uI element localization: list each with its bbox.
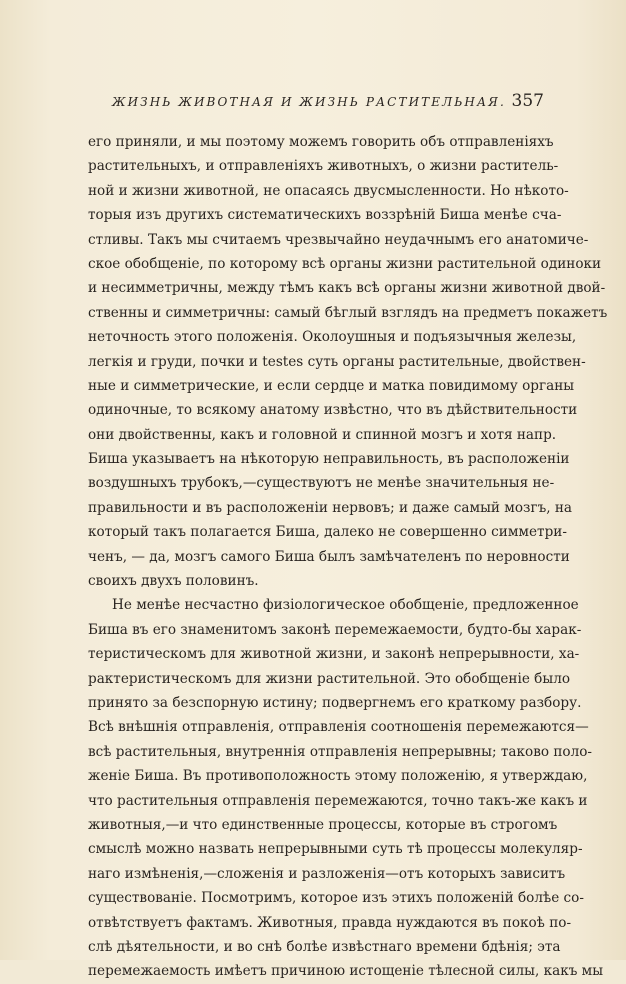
text-line: Всѣ внѣшнія отправленія, отправленія соотношенія перемежаются— — [88, 719, 589, 736]
body-text — [88, 130, 608, 984]
text-line: ные и симметрические, и если сердце и матка повидимому органы — [88, 377, 575, 394]
text-line: Не менѣе несчастно физіологическое обобщеніе, предложенное — [112, 597, 579, 614]
text-line: воздушныхъ трубокъ,—существуютъ не менѣе значительныя не- — [88, 475, 555, 492]
text-line: его приняли, и мы поэтому можемъ говорить объ отправленіяхъ — [88, 134, 554, 150]
text-line: торыя изъ другихъ систематическихъ воззрѣній Биша менѣе сча- — [88, 207, 562, 224]
text-line: правильности и въ расположеніи нервовъ; и даже самый мозгъ, на — [88, 499, 573, 516]
text-line: Биша указываетъ на нѣкоторую неправильность, въ расположеніи — [88, 451, 570, 468]
running-title: ЖИЗНЬ ЖИВОТНАЯ И ЖИЗНЬ РАСТИТЕЛЬНАЯ. — [112, 95, 506, 109]
text-line: рактеристическомъ для жизни растительной. Это обобщеніе было — [88, 670, 571, 687]
text-line: ственны и симметричны: самый бѣглый взглядъ на предметъ покажетъ — [88, 304, 608, 321]
text-line: своихъ двухъ половинъ. — [88, 573, 259, 590]
text-line: теристическомъ для животной жизни, и законѣ непрерывности, ха- — [88, 646, 580, 663]
text-line: перемежаемость имѣетъ причиною истощеніе тѣлесной силы, какъ мы — [88, 963, 604, 980]
text-line: существованіе. Посмотримъ, которое изъ этихъ положеній болѣе со- — [88, 890, 584, 907]
text-line: слѣ дѣятельности, и во снѣ болѣе извѣстнаго времени бдѣнія; эта — [88, 938, 561, 955]
text-line: животныя,—и что единственные процессы, которые въ строгомъ — [88, 816, 558, 833]
text-line: что растительныя отправленія перемежаются, точно такъ-же какъ и — [88, 792, 588, 809]
text-line: они двойственны, какъ и головной и спинной мозгъ и хотя напр. — [88, 426, 557, 443]
text-line: отвѣтствуетъ фактамъ. Животныя, правда нуждаются въ покоѣ по- — [88, 914, 572, 931]
text-line: легкія и груди, почки и testes суть органы растительные, двойствен- — [88, 353, 586, 370]
text-line: всѣ растительныя, внутреннія отправленія непрерывны; таково поло- — [88, 743, 593, 760]
text-line: который такъ полагается Биша, далеко не совершенно симметри- — [88, 524, 567, 541]
text-line: растительныхъ, и отправленіяхъ животныхъ, о жизни раститель- — [88, 158, 559, 175]
text-line: женіе Биша. Въ противоположность этому положенію, я утверждаю, — [88, 768, 588, 785]
text-line: неточность этого положенія. Околоушныя и подъязычныя железы, — [88, 329, 577, 346]
text-line: ной и жизни животной, не опасаясь двусмысленности. Но нѣкото- — [88, 182, 569, 199]
text-line: наго измѣненія,—сложенія и разложенія—отъ которыхъ зависитъ — [88, 865, 566, 882]
text-line: стливы. Такъ мы считаемъ чрезвычайно неудачнымъ его анатомиче- — [88, 231, 589, 248]
page-number: 357 — [511, 91, 544, 111]
text-line: смыслѣ можно назвать непрерывными суть тѣ процессы молекуляр- — [88, 841, 583, 858]
text-line: принято за безспорную истину; подвергнемъ его краткому разбору. — [88, 694, 582, 711]
page-header — [112, 91, 544, 113]
text-line: ченъ, — да, мозгъ самого Биша былъ замѣчателенъ по неровности — [88, 548, 570, 565]
text-line: одиночные, то всякому анатому извѣстно, что въ дѣйствительности — [88, 402, 578, 419]
text-line: ское обобщеніе, по которому всѣ органы жизни растительной одиноки — [88, 255, 602, 272]
text-line: Биша въ его знаменитомъ законѣ перемежаемости, будто-бы харак- — [88, 621, 582, 638]
text-line: и несимметричны, между тѣмъ какъ всѣ органы жизни животной двой- — [88, 280, 606, 297]
